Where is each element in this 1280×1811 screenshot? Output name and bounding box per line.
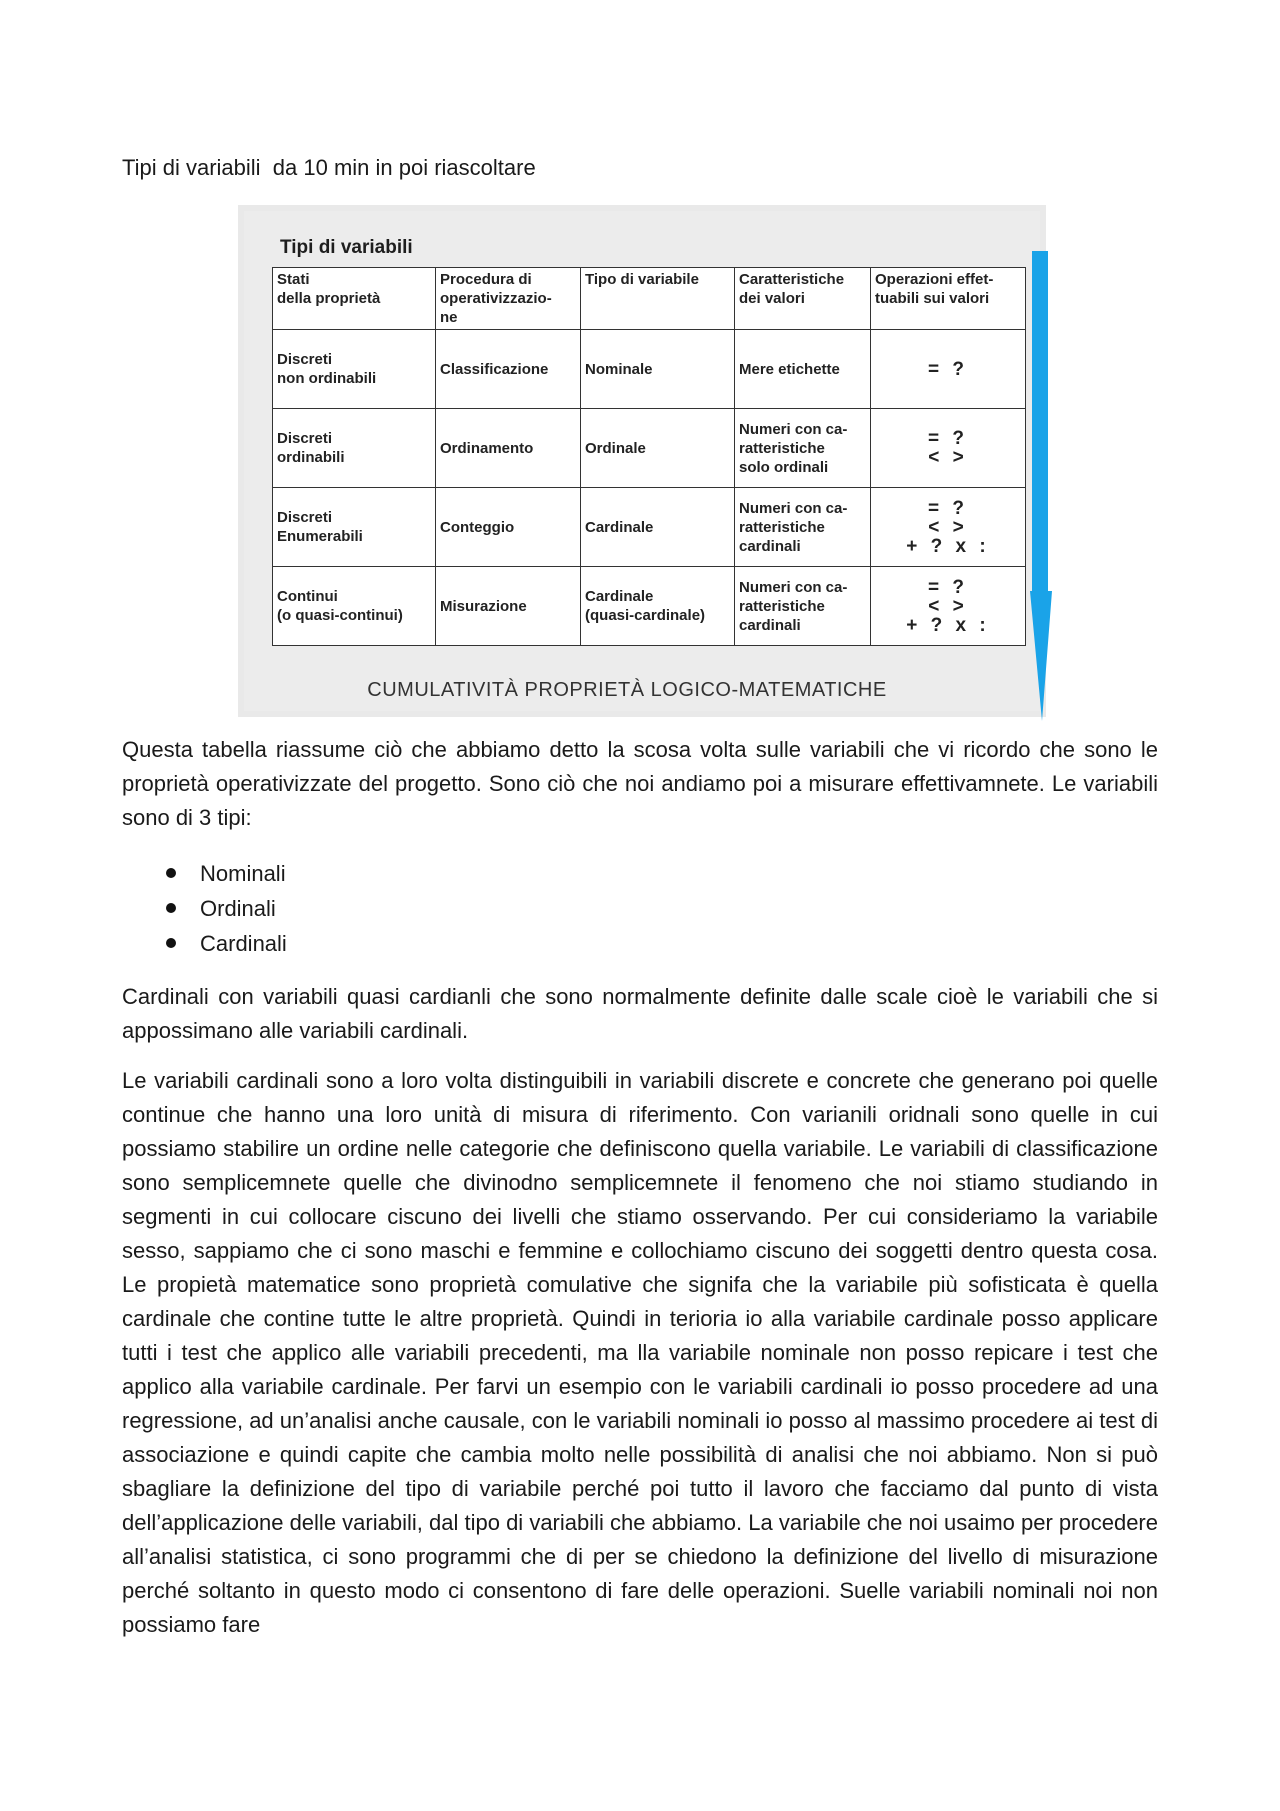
header-cell-operazioni [871, 268, 1026, 330]
cell-text: non ordinabili [277, 370, 377, 387]
cell-tipo [581, 330, 735, 409]
cell-text: Mere etichette [739, 360, 840, 378]
header-text: Operazioni effet- [875, 271, 994, 288]
cell-text: cardinali [739, 537, 801, 555]
cell-operazioni [871, 567, 1026, 646]
header-cell-tipo [581, 268, 735, 330]
cell-text: Discreti [277, 351, 333, 368]
header-text: ne [440, 309, 458, 326]
ops-text: < > [928, 516, 968, 538]
cell-caratteristiche [735, 409, 871, 488]
cell-text: Numeri con ca- [739, 499, 848, 517]
cell-text: ratteristiche [739, 439, 825, 457]
header-text: della proprietà [277, 290, 381, 307]
list-item-label: Cardinali [200, 931, 287, 956]
page-heading: Tipi di variabili da 10 min in poi riascoltare [122, 155, 536, 180]
ops-text: < > [928, 595, 968, 617]
cell-text: Discreti [277, 509, 333, 526]
cell-operazioni [871, 330, 1026, 409]
cell-text: Numeri con ca- [739, 420, 848, 438]
bullet-icon [166, 938, 176, 948]
table-row [273, 330, 1026, 409]
cell-tipo [581, 567, 735, 646]
cell-text: (quasi-cardinale) [585, 607, 706, 624]
ops-text: + ? x : [906, 614, 990, 636]
list-item-label: Nominali [200, 861, 286, 886]
ops-text: + ? x : [906, 535, 990, 557]
cell-text: cardinali [739, 616, 801, 634]
list-item-label: Ordinali [200, 896, 276, 921]
ops-text: = ? [928, 428, 968, 449]
ops-text: < > [928, 447, 968, 468]
header-text: Tipo di variabile [585, 271, 699, 288]
variable-types-figure [238, 205, 1046, 717]
figure-title: Tipi di variabili [280, 237, 413, 258]
bullet-icon [166, 903, 176, 913]
cell-tipo [581, 488, 735, 567]
cell-text: Continui [277, 588, 338, 605]
cell-procedura: Ordinamento [436, 409, 581, 488]
header-text: Procedura di [440, 271, 532, 288]
header-text: tuabili sui valori [875, 290, 990, 307]
cell-stati [273, 488, 436, 567]
bullet-icon [166, 868, 176, 878]
cell-operazioni [871, 409, 1026, 488]
table-row [273, 567, 1026, 646]
paragraph-explanation: Le variabili cardinali sono a loro volta distinguibili in variabili discrete e concrete che generano poi quelle continue che hanno una loro unità di misura di riferimento. Con varianili oridnali sono quelle in cui possiamo stabilire un ordine nelle categorie che definiscono quella variabile. Le variabili di classificazione sono semplicemnete quelle che divinodno semplicemnete il fenomeno che noi stiamo studiando in segmenti in cui collocare ciscuno dei livelli che stiamo osservando. Per cui consideriamo la variabile sesso, sappiamo che ci sono maschi e femmine e collochiamo ciscuno dei soggetti dentro questa cosa. Le propietà matematice sono proprietà comulative che signifa che la variabile più sofisticata è quella cardinale che contine tutte le altre proprietà. Quindi in terioria io alla variabile cardinale posso applicare tutti i test che applico alle variabili precedenti, ma lla variabile nominale non posso repicare i test che applico alla variabile cardinale. Per farvi un esempio con le variabili cardinali io posso procedere ad una regressione, ad un’analisi anche causale, con le variabili nominali io posso al massimo procedere ai test di associazione e quindi capite che cambia molto nelle possibilità di analisi che noi abbiamo. Non si può sbagliare la definizione del tipo di variabile perché poi tutto il lavoro che facciamo dal punto di vista dell’applicazione delle variabili, dal tipo di variabili che abbiamo. La variabile che noi usaimo per procedere all’analisi statistica, ci sono programmi che di per se chiedono la definizione del livello di misurazione perché soltanto in questo modo ci consentono di fare delle operazioni. Suelle variabili nominali noi non possiamo fare [122, 1068, 1158, 1637]
cell-text: (o quasi-continui) [277, 607, 403, 624]
header-text: Caratteristiche [739, 271, 845, 288]
cell-procedura: Conteggio [436, 488, 581, 567]
cell-procedura: Misurazione [436, 567, 581, 646]
header-cell-stati [273, 268, 436, 330]
header-text: Stati [277, 271, 310, 288]
cell-text: Discreti [277, 430, 333, 447]
cell-tipo [581, 409, 735, 488]
header-text: operativizzazio- [440, 290, 552, 307]
cell-text: Cardinale [585, 588, 654, 605]
cell-caratteristiche [735, 488, 871, 567]
cell-text: ratteristiche [739, 597, 825, 615]
header-cell-caratteristiche [735, 268, 871, 330]
table-row [273, 409, 1026, 488]
ops-text: = ? [928, 576, 968, 598]
cell-caratteristiche [735, 330, 871, 409]
cumulativity-arrow-icon [1028, 251, 1052, 721]
cell-caratteristiche [735, 567, 871, 646]
list-item [122, 891, 287, 926]
paragraph-cardinali: Cardinali con variabili quasi cardianli che sono normalmente definite dalle scale cioè le variabili che si appossimano alle variabili cardinali. [122, 984, 1158, 1043]
variable-types-table [272, 267, 1026, 646]
ops-text: = ? [928, 358, 968, 380]
cell-text: Enumerabili [277, 528, 363, 545]
ops-text: = ? [928, 497, 968, 519]
cell-procedura: Classificazione [436, 330, 581, 409]
bullet-list [122, 856, 287, 961]
cell-stati [273, 409, 436, 488]
paragraph-intro: Questa tabella riassume ciò che abbiamo detto la scosa volta sulle variabili che vi ricordo che sono le proprietà operativizzate del progetto. Sono ciò che noi andiamo poi a misurare effettivamnete. Le variabili sono di 3 tipi: [122, 737, 1158, 830]
cell-text: ratteristiche [739, 518, 825, 536]
cell-text: solo ordinali [739, 458, 829, 476]
cell-text: Ordinale [585, 439, 646, 457]
header-text: dei valori [739, 290, 805, 307]
table-header-row [273, 268, 1026, 330]
cell-text: Numeri con ca- [739, 578, 848, 596]
cell-stati [273, 567, 436, 646]
cell-operazioni [871, 488, 1026, 567]
cell-stati [273, 330, 436, 409]
list-item [122, 856, 287, 891]
figure-footer: CUMULATIVITÀ PROPRIETÀ LOGICO-MATEMATICHE [367, 679, 887, 701]
table-row [273, 488, 1026, 567]
cell-text: Cardinale [585, 518, 654, 536]
cell-text: Nominale [585, 360, 653, 378]
cell-text: ordinabili [277, 449, 345, 466]
header-cell-procedura [436, 268, 581, 330]
list-item [122, 926, 287, 961]
